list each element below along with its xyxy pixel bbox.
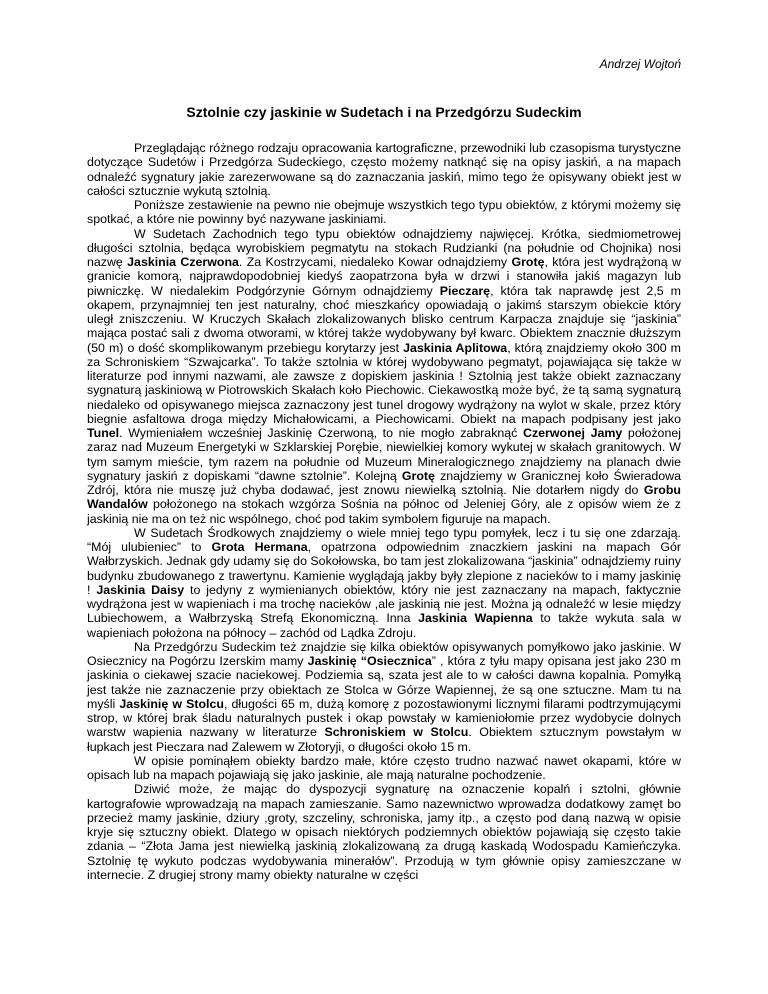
bold-term: Grobu Wandalów <box>87 483 681 512</box>
bold-term: Jaskinia Aplitowa <box>403 340 508 355</box>
text-run: W Sudetach Zachodnich tego typu obiektów odnajdziemy najwięcej. Krótka, siedmiometrowej długości sztolnia, będąca wyrobiskiem pegmatytu na stokach Rudzianki (na południe od Chojnika) nosi nazwę <box>87 226 681 269</box>
paragraph <box>87 198 681 227</box>
bold-term: Czerwonej Jamy <box>523 426 623 440</box>
bold-term: Jaskinię w Stolcu <box>119 696 224 711</box>
text-run: to także wykuta sala w wapieniach położona na północy – zachód od Lądka Zdroju. <box>87 611 681 640</box>
bold-term: Tunel <box>87 426 120 440</box>
bold-term: Schroniskiem w Stolcu <box>324 725 469 740</box>
text-run: . Za Kostrzycami, niedaleko Kowar odnajdziemy <box>238 255 512 269</box>
text-run: W opisie pominąłem obiekty bardzo małe, które często trudno nazwać nawet okapami, które w opisach lub na mapach pojawiają się jako jaskinie, ale mają naturalne pochodzenie. <box>87 753 681 782</box>
bold-term: Jaskinia Czerwona <box>127 255 239 269</box>
bold-term: Jaskinię “Osiecznica <box>307 654 432 668</box>
article-body <box>87 141 681 882</box>
paragraph <box>87 526 681 640</box>
text-run: , która tak naprawdę jest 2,5 m okapem, przynajmniej ten jest naturalny, choć mieszkańcy opowiadają o jakimś starszym obiekcie który uległ zniszczeniu. W Kruczych Skałach zlokalizowanych blisko centrum Karpacza znajduje się “jaskinia” mająca postać sali z dwoma otworami, w której także wydobywany był kwarc. Obiektem znacznie dłuższym (50 m) o dość skomplikowanym przebiegu korytarzy jest <box>87 283 681 355</box>
text-run: ” , która z tyłu mapy opisana jest jako 230 m jaskinia o ciekawej szacie naciekowej. Podziemia są, szata jest ale to w całości dawna kopalnia. Pomyłką jest także nie zaznaczenie przy obiektach ze Stolca w Górze Wapiennej, że są one sztuczne. Mam tu na myśli <box>87 654 681 711</box>
paragraph <box>87 141 681 198</box>
text-run: , którą znajdziemy około 300 m za Schroniskiem “Szwajcarka”. To także sztolnia w której wydobywano pegmatyt, pojawiająca się także w literaturze pod innymi nazwami, ale zawsze z dopiskiem jaskinia ! Sztolnią jest także obiekt zaznaczany sygnaturą jaskiniową w Piotrowskich Skałach koło Piechowic. Ciekawostką może być, że tą samą sygnaturą niedaleko od opisywanego miejsca zaznaczony jest tunel drogowy wydrążony na wylot w skale, przez który biegnie asfaltowa droga między Michałowicami, a Piechowicami. Obiekt na mapach podpisany jest jako <box>87 340 681 426</box>
text-run: , długości 65 m, dużą komorę z pozostawionymi licznymi filarami podtrzymującymi strop, w której brak śladu naturalnych pustek i okap powstały w kamieniołomie przez wydobycie dolnych warstw wapienia nazwany w literaturze <box>87 696 681 740</box>
text-run: położonej zaraz nad Muzeum Energetyki w Szklarskiej Porębie, niewielkiej komory wykutej w skałach granitowych. W tym samym mieście, tym razem na południe od Muzeum Mineralogicznego znajdziemy na planach dwie sygnatury jaskiń z dopiskami “dawne sztolnie”. Kolejną <box>87 426 681 483</box>
paragraph <box>87 782 681 882</box>
document-title: Sztolnie czy jaskinie w Sudetach i na Przedgórzu Sudeckim <box>186 104 582 120</box>
text-run: to jedyny z wymienianych obiektów, który nie jest zaznaczany na mapach, faktycznie wydrążona jest w wapieniach i ma trochę nacieków ,ale jaskinią nie jest. Można ją odnaleźć w lesie między Lubiechowem, a Wałbrzyską Strefą Ekonomiczną. Inna <box>87 582 682 626</box>
paragraph <box>87 754 681 783</box>
text-run: Dziwić może, że mając do dyspozycji sygnaturę na oznaczenie kopalń i sztolni, głównie kartografowie wprowadzają na mapach zamieszanie. Samo nazewnictwo wprowadza dodatkowy zamęt bo przecież mamy jaskinie, dziury ,groty, szczeliny, schroniska, jamy itp., a często pod daną nazwą w opisie kryje się sztuczny obiekt. Dlatego w opisach niektórych podziemnych obiektów pojawiają się często takie zdania – “Złota Jama jest niewielką jaskinią zlokalizowaną za drugą kaskadą Wodospadu Kamieńczyka. Sztolnię tę wykuto podczas wydobywania minerałów”. Przodują w tym głównie opisy zamieszczane w internecie. Z drugiej strony mamy obiekty naturalne w części <box>87 782 681 882</box>
text-run: Poniższe zestawienie na pewno nie obejmuje wszystkich tego typu obiektów, z którymi możemy się spotkać, a które nie powinny być nazywane jaskiniami. <box>87 198 681 227</box>
paragraph <box>87 640 681 754</box>
bold-term: Grota Hermana <box>211 540 308 554</box>
text-run: W Sudetach Środkowych znajdziemy o wiele mniej tego typu pomyłek, lecz i tu się one zdarzają. “Mój ulubieniec” to <box>87 525 681 554</box>
paragraph <box>87 227 681 526</box>
text-run: położonego na stokach wzgórza Sośnia na północ od Jeleniej Góry, ale z opisów wiem że z jaskinią nie ma on też nic wspólnego, choć pod takim symbolem figuruje na mapach. <box>87 497 681 526</box>
bold-term: Jaskinia Wapienna <box>418 611 533 626</box>
text-run: Przeglądając różnego rodzaju opracowania kartograficzne, przewodniki lub czasopisma turystyczne dotyczące Sudetów i Przedgórza Sudeckiego, często możemy natknąć się na opisy jaskiń, a na mapach odnaleźć sygnatury jakie zarezerwowane są do zaznaczania jaskiń, mimo tego że opisywany obiekt jest w całości sztucznie wykutą sztolnią. <box>87 141 681 198</box>
bold-term: Grotę <box>511 255 545 269</box>
text-run: . Wymieniałem wcześniej Jaskinię Czerwoną, to nie mogło zabraknąć <box>119 426 523 440</box>
text-run: , opatrzona odpowiednim znaczkiem jaskini na mapach Gór Wałbrzyskich. Jednak gdy udamy się do Sokołowska, bo tam jest zlokalizowana “jaskinia” odnajdziemy ruiny budynku zbudowanego z trawertynu. Kamienie wyglądają jakby były zlepione z nacieków to i mamy jaskinię ! <box>87 540 681 597</box>
author-name: Andrzej Wojtoń <box>599 57 681 71</box>
bold-term: Pieczarę <box>439 283 491 298</box>
text-run: , która jest wydrążoną w granicie komorą, najprawdopodobniej kiedyś zaopatrzona była w drzwi i stanowiła jakiś magazyn lub piwniczkę. W niedalekim Podgórzynie Górnym odnajdziemy <box>87 255 681 298</box>
text-run: . Obiektem sztucznym powstałym w łupkach jest Pieczara nad Zalewem w Złotoryji, o długości około 15 m. <box>87 725 681 754</box>
text-run: znajdziemy w Granicznej koło Świeradowa Zdrój, która nie muszę już chyba dodawać, jest znowu niewielką sztolnią. Nie dotarłem nigdy do <box>87 468 681 497</box>
text-run: Na Przedgórzu Sudeckim też znajdzie się kilka obiektów opisywanych pomyłkowo jako jaskinie. W Osiecznicy na Pogórzu Izerskim mamy <box>87 639 681 668</box>
bold-term: Jaskinia Daisy <box>96 582 185 597</box>
bold-term: Grotę <box>401 468 435 483</box>
